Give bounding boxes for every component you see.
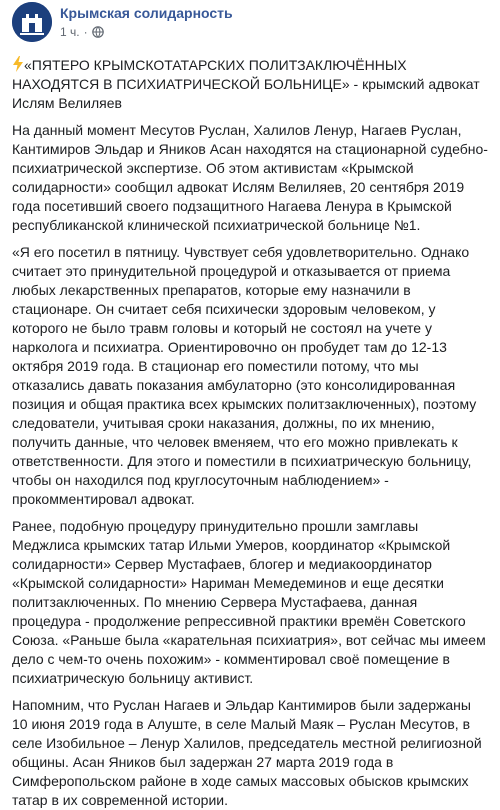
post-timestamp[interactable]: 1 ч. [60,25,80,39]
page-avatar[interactable] [12,2,52,42]
post-paragraph: Напомним, что Руслан Нагаев и Эльдар Кантимиров были задержаны 10 июня 2019 года в Алуште, в селе Малый Маяк – Руслан Месутов, в селе Изобильное – Ленур Халилов, председатель местной религиозной общины. Асан Яников был задержан 27 марта 2019 года в Симферопольском районе в ходе самых массовых обысков крымских татар в их современной истории. [12,697,482,808]
post-paragraph: Ранее, подобную процедуру принудительно прошли замглавы Меджлиса крымских татар Ильми Умеров, координатор «Крымской солидарности» Сервер Мустафаев, блогер и медиакоординатор «Крымской солидарности» Нариман Мемедеминов и еще десятки политзаключенных. По мнению Сервера Мустафаева, данная процедура - продолжение репрессивной практики времён Советского Союза. «Раньше была «карательная психиатрия», вот сейчас мы имеем дело с чем-то очень похожим» - комментировал своё помещение в психиатрическую больницу активист. [12,518,486,686]
lightning-icon [12,56,24,72]
headline-text: «ПЯТЕРО КРЫМСКОТАТАРСКИХ ПОЛИТЗАКЛЮЧЁННЫХ НАХОДЯТСЯ В ПСИХИАТРИЧЕСКОЙ БОЛЬНИЦЕ» - крымский адвокат Ислям Велиляев [12,57,480,111]
post-time-row [60,24,233,40]
post-paragraph: На данный момент Месутов Руслан, Халилов Ленур, Нагаев Руслан, Кантимиров Эльдар и Яников Асан находятся на стационарной судебно-психиатрической экспертизе. Об этом активистам «Крымской солидарности» сообщил адвокат Ислям Велиляев, 20 сентября 2019 года посетивший своего подзащитного Нагаева Ленура в Крымской республиканской клинической психиатрической больнице №1. [12,122,488,233]
post-paragraph-headline [12,56,488,113]
page-name-link[interactable]: Крымская солидарность [60,5,233,21]
post-paragraph: «Я его посетил в пятницу. Чувствует себя удовлетворительно. Однако считает это принудительной процедурой и отказывается от приема любых лекарственных препаратов, которые ему назначили в стационаре. Он считает себя психически здоровым человеком, у которого не было травм головы и который не состоял на учете у нарколога и психиатра. Ориентировочно он пробудет там до 12-13 октября 2019 года. В стационар его поместили потому, что мы отказались давать показания амбулаторно (это консолидированная позиция и общая практика всех крымских политзаключенных), поэтому следователи, учитывая сроки наказания, должны, по их мнению, получить данные, что человек вменяем, что его можно привлекать к ответственности. Для этого и поместили в психиатрическую больницу, чтобы он находился под круглосуточным наблюдением» - прокомментировал адвокат. [12,244,477,507]
avatar-emblem-icon [12,2,52,42]
globe-icon[interactable] [92,26,104,38]
post-body [12,56,488,810]
post-header [12,0,488,56]
meta-separator: · [83,25,88,39]
post-meta [60,2,233,40]
